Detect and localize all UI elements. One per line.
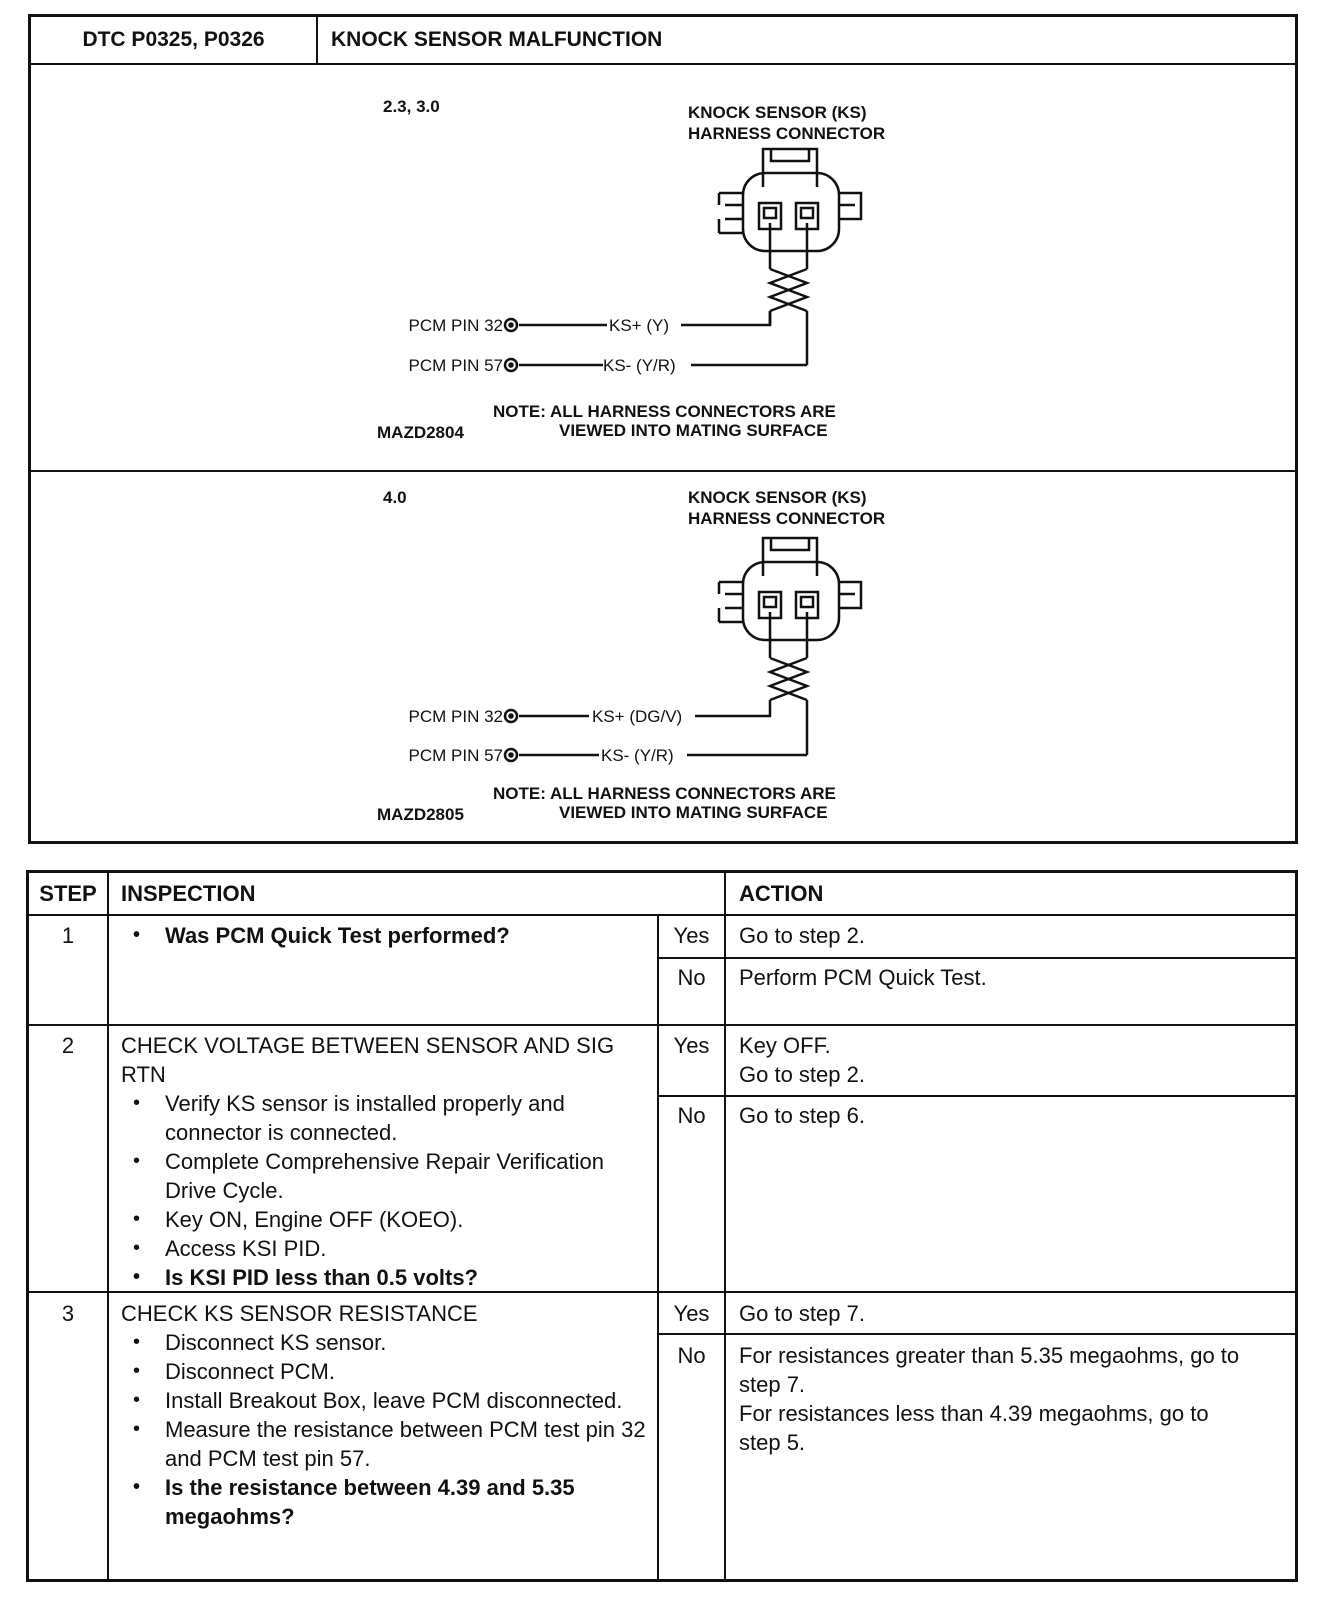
- no-label: No: [677, 1103, 706, 1128]
- step-2-inspection: [121, 1031, 651, 1292]
- wire-ks-plus-label: KS+ (DG/V): [592, 707, 683, 726]
- note-line-2: VIEWED INTO MATING SURFACE: [559, 803, 828, 822]
- note-line-1: NOTE: ALL HARNESS CONNECTORS ARE: [493, 402, 836, 421]
- step-number: 3: [61, 1301, 75, 1326]
- no-action: Go to step 6.: [739, 1103, 865, 1128]
- connector-title-1: KNOCK SENSOR (KS): [688, 103, 867, 122]
- connector-title-1: KNOCK SENSOR (KS): [688, 488, 867, 507]
- action-line: For resistances less than 4.39 megaohms, go to step 5.: [739, 1401, 1209, 1455]
- figure-id: MAZD2805: [377, 805, 464, 824]
- harness-connector-icon: [719, 538, 861, 755]
- step-number: 1: [61, 923, 75, 948]
- harness-connector-icon: [719, 149, 861, 365]
- header-row: [31, 17, 1295, 65]
- pin-57-label: PCM PIN 57: [408, 356, 503, 375]
- step-bullet: • Disconnect KS sensor.: [121, 1328, 651, 1357]
- header-action: ACTION: [739, 881, 824, 906]
- no-label: No: [677, 1343, 706, 1368]
- step-question: • Is the resistance between 4.39 and 5.35 megaohms?: [121, 1473, 651, 1531]
- wiring-diagram-2: [31, 472, 1295, 841]
- step-title: CHECK VOLTAGE BETWEEN SENSOR AND SIG RTN: [121, 1033, 615, 1087]
- no-action: Perform PCM Quick Test.: [739, 965, 987, 990]
- dtc-code: DTC P0325, P0326: [31, 17, 318, 63]
- step-bullet: • Complete Comprehensive Repair Verification Drive Cycle.: [121, 1147, 651, 1205]
- step-question: • Was PCM Quick Test performed?: [121, 921, 651, 950]
- pin-57-label: PCM PIN 57: [408, 746, 503, 765]
- wire-ks-minus-label: KS- (Y/R): [603, 356, 676, 375]
- connector-title-2: HARNESS CONNECTOR: [688, 124, 886, 143]
- no-action: [739, 1341, 1249, 1457]
- step-1-inspection: [121, 921, 651, 950]
- step-bullet: • Measure the resistance between PCM test pin 32 and PCM test pin 57.: [121, 1415, 651, 1473]
- inspection-table: [26, 870, 1298, 1582]
- page-title: KNOCK SENSOR MALFUNCTION: [331, 28, 663, 51]
- step-bullet: • Verify KS sensor is installed properly and connector is connected.: [121, 1089, 651, 1147]
- header-step: STEP: [39, 881, 97, 906]
- wire-ks-plus-label: KS+ (Y): [609, 316, 669, 335]
- figure-id: MAZD2804: [377, 423, 464, 442]
- yes-label: Yes: [673, 1301, 710, 1326]
- step-bullet: • Key ON, Engine OFF (KOEO).: [121, 1205, 651, 1234]
- engine-label: 2.3, 3.0: [383, 97, 440, 116]
- step-bullet: • Disconnect PCM.: [121, 1357, 651, 1386]
- action-line: Go to step 2.: [739, 1062, 865, 1087]
- yes-label: Yes: [673, 923, 710, 948]
- connector-title-2: HARNESS CONNECTOR: [688, 509, 886, 528]
- no-label: No: [677, 965, 706, 990]
- action-line: For resistances greater than 5.35 megaohms, go to step 7.: [739, 1343, 1240, 1397]
- step-bullet: • Install Breakout Box, leave PCM disconnected.: [121, 1386, 651, 1415]
- note-line-2: VIEWED INTO MATING SURFACE: [559, 421, 828, 440]
- engine-label: 4.0: [383, 488, 407, 507]
- step-title: CHECK KS SENSOR RESISTANCE: [121, 1301, 478, 1326]
- step-number: 2: [61, 1033, 75, 1058]
- yes-label: Yes: [673, 1033, 710, 1058]
- yes-action: Go to step 7.: [739, 1301, 865, 1326]
- step-bullet: • Access KSI PID.: [121, 1234, 651, 1263]
- note-line-1: NOTE: ALL HARNESS CONNECTORS ARE: [493, 784, 836, 803]
- yes-action: [739, 1031, 1259, 1089]
- diagram-section: [28, 14, 1298, 844]
- wiring-diagram-1: [31, 63, 1295, 472]
- action-line: Key OFF.: [739, 1033, 831, 1058]
- step-3-inspection: [121, 1299, 651, 1531]
- pin-32-label: PCM PIN 32: [408, 707, 503, 726]
- yes-action: Go to step 2.: [739, 923, 865, 948]
- header-inspection: INSPECTION: [121, 881, 256, 906]
- pin-32-label: PCM PIN 32: [408, 316, 503, 335]
- wire-ks-minus-label: KS- (Y/R): [601, 746, 674, 765]
- step-question: • Is KSI PID less than 0.5 volts?: [121, 1263, 651, 1292]
